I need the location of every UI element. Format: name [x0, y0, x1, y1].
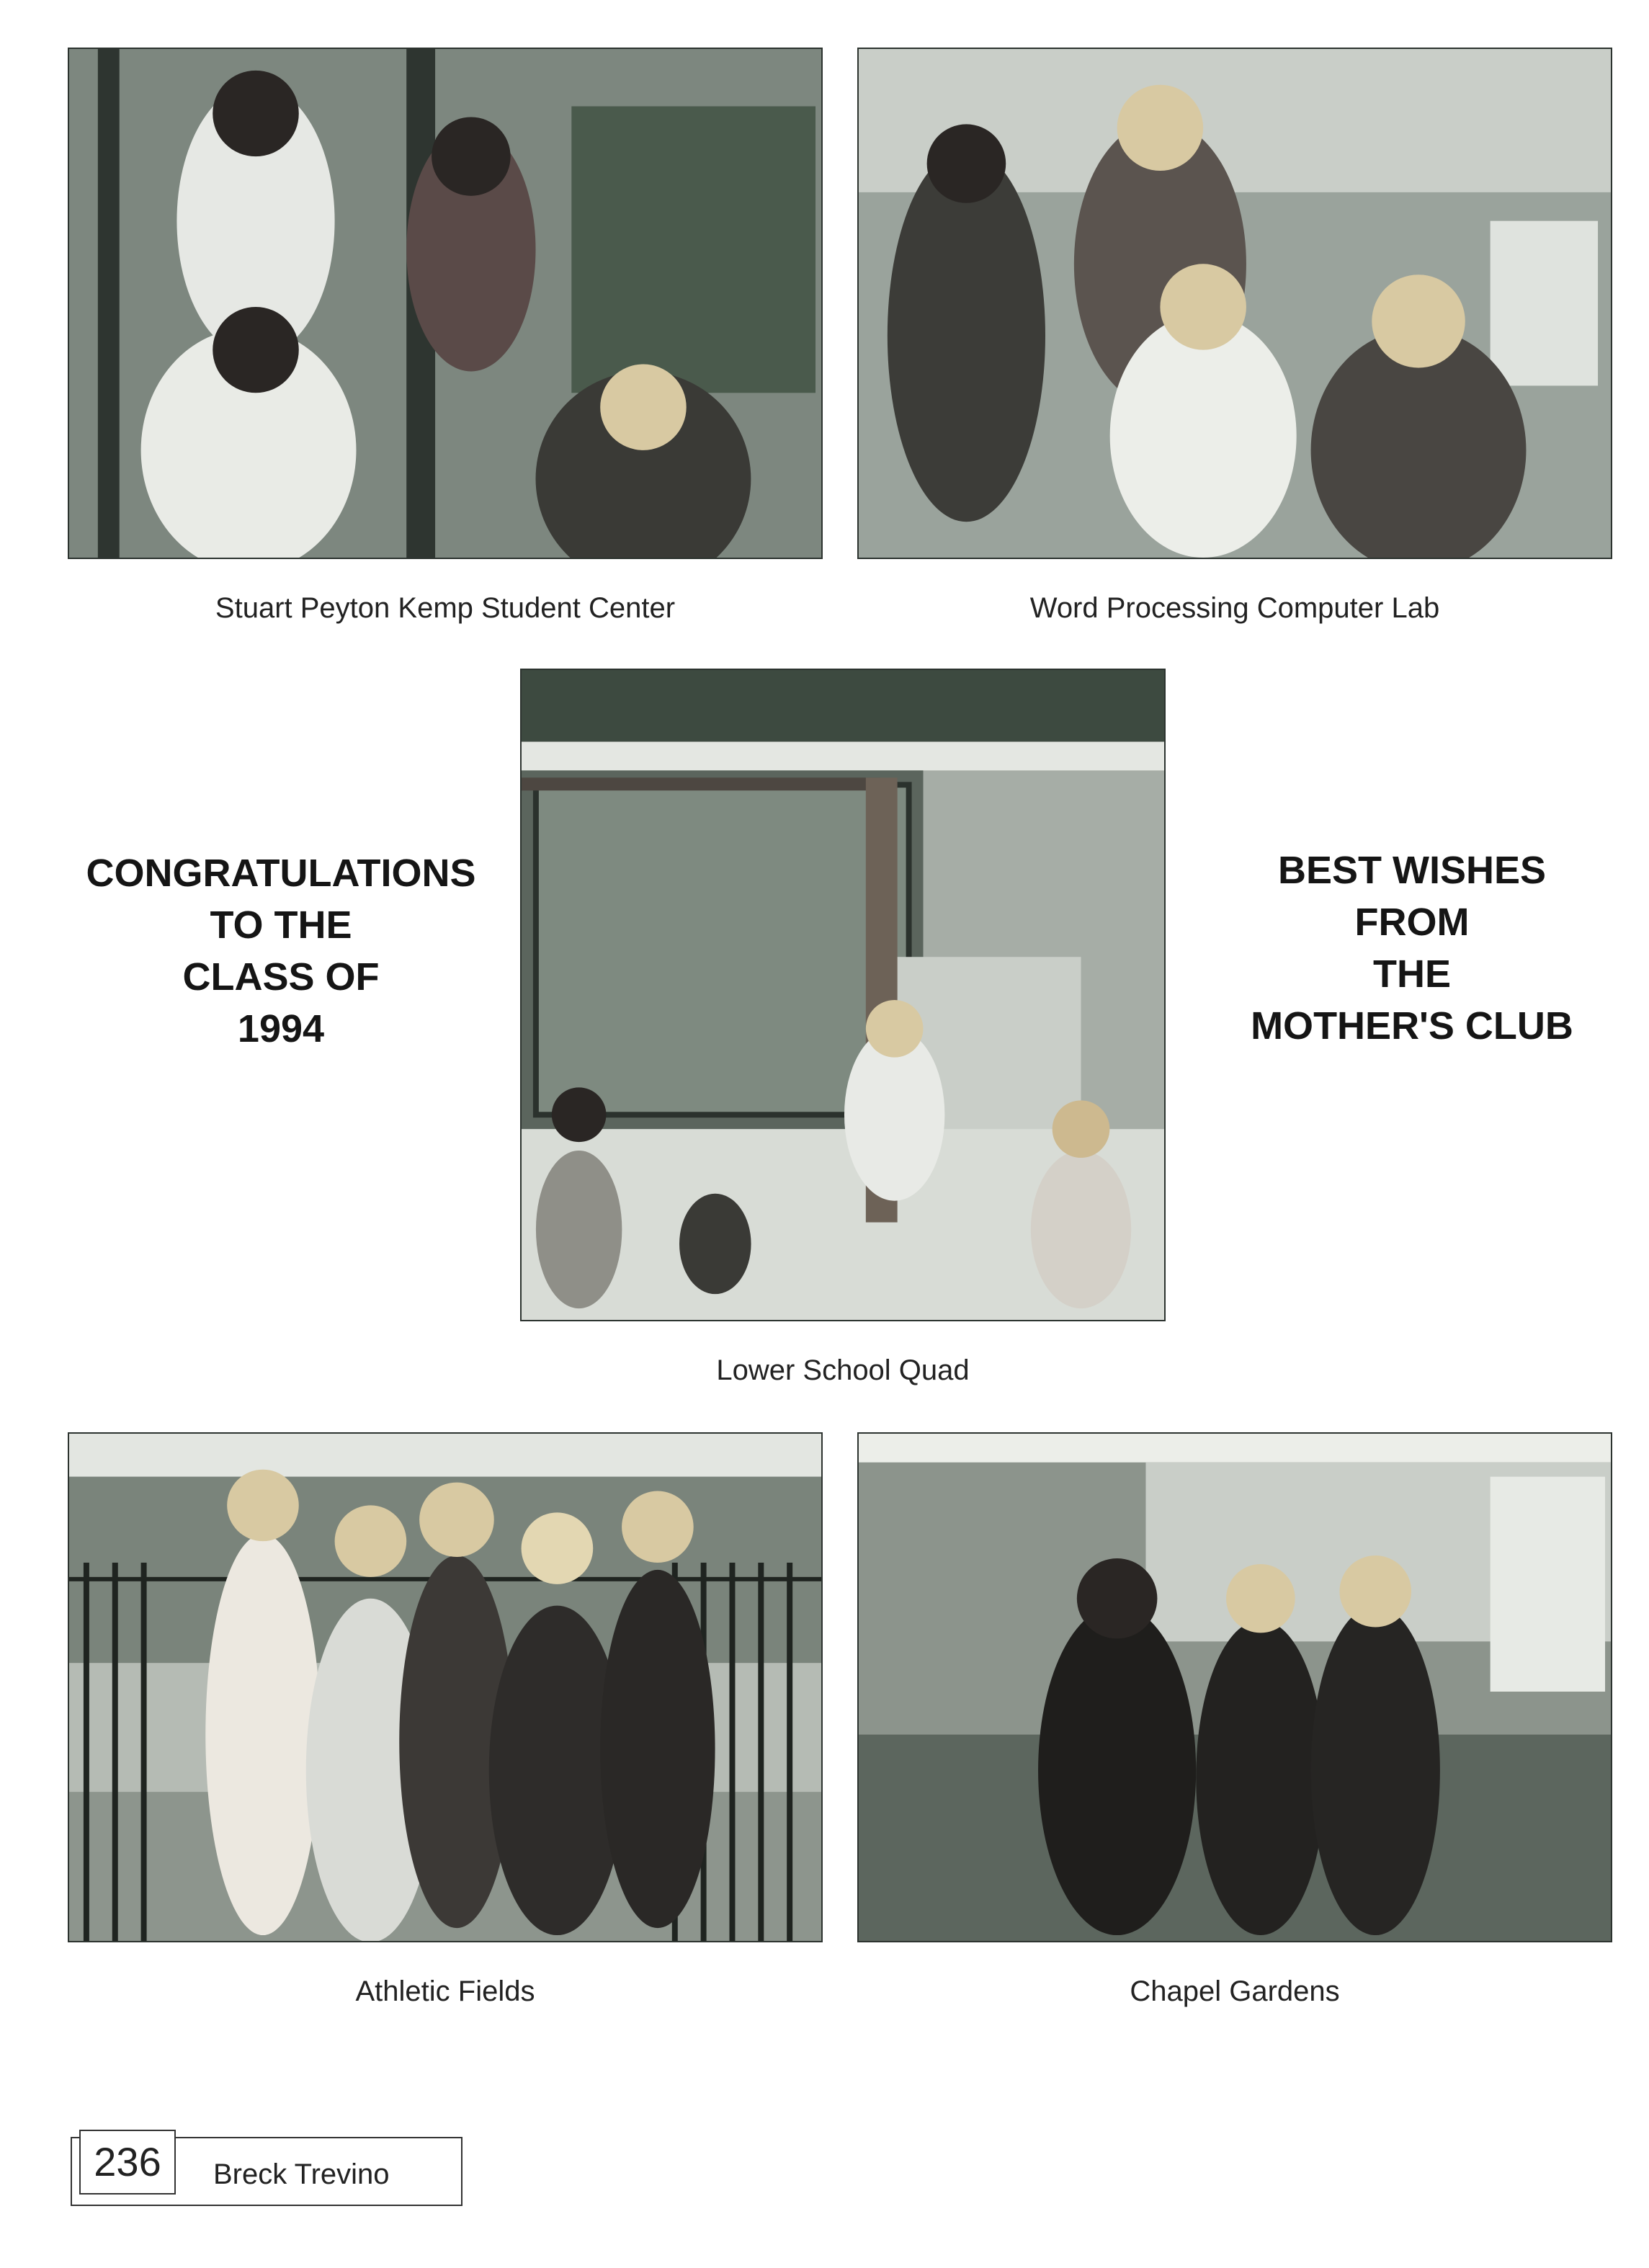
photo-athletic-fields: [68, 1432, 823, 1942]
congratulations-line-4: 1994: [237, 1007, 325, 1050]
caption-chapel-gardens: Chapel Gardens: [1130, 1975, 1340, 2007]
best-wishes-line-3: THE: [1373, 952, 1451, 996]
photo-computer-lab-image: [859, 49, 1611, 558]
page-number: 236: [79, 2130, 176, 2195]
congratulations-line-2: TO THE: [210, 903, 352, 947]
caption-lower-school-quad: Lower School Quad: [716, 1354, 970, 1386]
congratulations-line-1: CONGRATULATIONS: [86, 852, 476, 895]
footer-sponsor-name: Breck Trevino: [213, 2158, 390, 2190]
caption-athletic-fields: Athletic Fields: [355, 1975, 535, 2007]
photo-lower-school-quad-image: [522, 670, 1164, 1320]
photo-lower-school-quad: [520, 669, 1166, 1321]
photo-athletic-fields-image: [69, 1434, 821, 1941]
caption-student-center: Stuart Peyton Kemp Student Center: [215, 592, 676, 624]
best-wishes-line-1: BEST WISHES: [1277, 849, 1547, 892]
best-wishes-line-2: FROM: [1354, 901, 1470, 944]
congratulations-message: [58, 847, 504, 1055]
photo-chapel-gardens: [857, 1432, 1612, 1942]
caption-computer-lab: Word Processing Computer Lab: [1029, 592, 1440, 624]
photo-student-center-image: [69, 49, 821, 558]
photo-chapel-gardens-image: [859, 1434, 1611, 1941]
photo-computer-lab: [857, 48, 1612, 559]
best-wishes-line-4: MOTHER'S CLUB: [1251, 1004, 1573, 1048]
photo-student-center: [68, 48, 823, 559]
congratulations-line-3: CLASS OF: [182, 955, 380, 999]
best-wishes-message: [1196, 844, 1628, 1052]
